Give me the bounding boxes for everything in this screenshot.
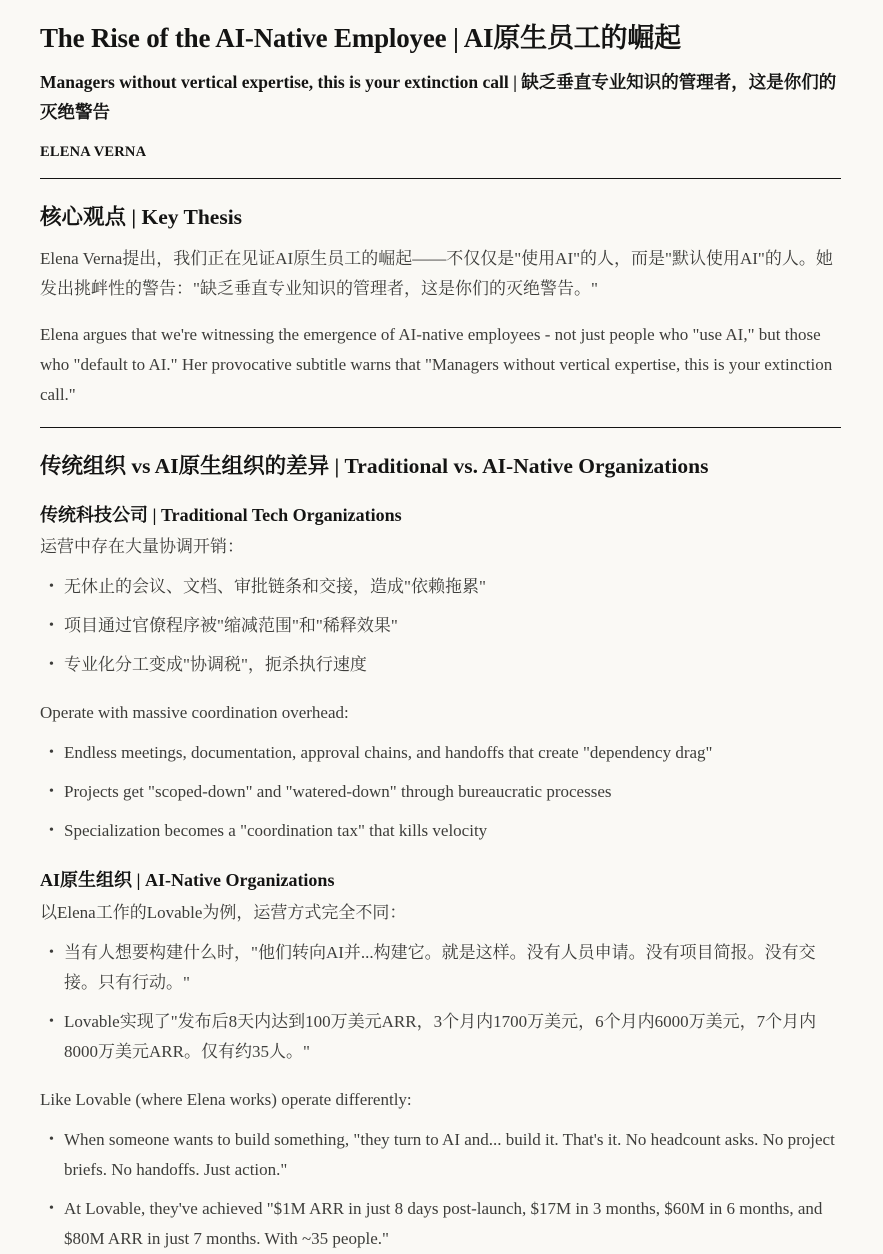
page-title: The Rise of the AI-Native Employee | AI原生员工的崛起 <box>40 23 681 53</box>
list-item: • Lovable实现了"发布后8天内达到100万美元ARR，3个月内1700万美元，6个月内6000万美元，7个月内8000万美元ARR。仅有约35人。" <box>40 1007 841 1067</box>
section-heading-comparison: 传统组织 vs AI原生组织的差异 | Traditional vs. AI-Native Organizations <box>40 454 709 479</box>
list-item: • Endless meetings, documentation, approval chains, and handoffs that create "dependency drag" <box>40 738 841 768</box>
section-divider <box>40 427 841 428</box>
list-item: • Specialization becomes a "coordination tax" that kills velocity <box>40 816 841 846</box>
list-item: • 无休止的会议、文档、审批链条和交接，造成"依赖拖累" <box>40 572 841 602</box>
subsection-heading-traditional: 传统科技公司 | Traditional Tech Organizations <box>40 505 402 526</box>
list-item: • 项目通过官僚程序被"缩减范围"和"稀释效果" <box>40 611 841 641</box>
key-thesis-paragraph-en: Elena argues that we're witnessing the emergence of AI-native employees - not just people who "use AI," but those who "default to AI." Her provocative subtitle warns that "Managers without vertical expertise, this is your extinction call." <box>40 325 833 405</box>
key-thesis-paragraph-zh: Elena Verna提出，我们正在见证AI原生员工的崛起——不仅仅是"使用AI"的人，而是"默认使用AI"的人。她发出挑衅性的警告："缺乏垂直专业知识的管理者，这是你们的灭绝警告。" <box>40 249 833 299</box>
list-item: • Projects get "scoped-down" and "watered-down" through bureaucratic processes <box>40 777 841 807</box>
list-item: • 专业化分工变成"协调税"，扼杀执行速度 <box>40 650 841 680</box>
ai-native-bullet-list-en <box>40 1125 841 1254</box>
ai-native-intro-en: Like Lovable (where Elena works) operate differently: <box>40 1089 412 1109</box>
traditional-bullet-list-en <box>40 738 841 846</box>
traditional-intro-zh: 运营中存在大量协调开销： <box>40 537 244 557</box>
list-item: • At Lovable, they've achieved "$1M ARR in just 8 days post-launch, $17M in 3 months, $60M in 6 months, and $80M ARR in just 7 months. With ~35 people." <box>40 1194 841 1254</box>
section-divider <box>40 178 841 179</box>
section-heading-key-thesis: 核心观点 | Key Thesis <box>40 204 243 229</box>
list-item: • 当有人想要构建什么时，"他们转向AI并...构建它。就是这样。没有人员申请。没有项目简报。没有交接。只有行动。" <box>40 938 841 998</box>
traditional-bullet-list-zh <box>40 572 841 680</box>
author-byline: ELENA VERNA <box>40 143 147 160</box>
list-item: • When someone wants to build something, "they turn to AI and... build it. That's it. No headcount asks. No project briefs. No handoffs. Just action." <box>40 1125 841 1185</box>
traditional-intro-en: Operate with massive coordination overhead: <box>40 703 349 723</box>
ai-native-intro-zh: 以Elena工作的Lovable为例，运营方式完全不同： <box>40 902 407 922</box>
page-subtitle: Managers without vertical expertise, this is your extinction call | 缺乏垂直专业知识的管理者，这是你们的灭绝警告 <box>40 72 837 123</box>
ai-native-bullet-list-zh <box>40 938 841 1067</box>
subsection-heading-ai-native: AI原生组织 | AI-Native Organizations <box>40 870 335 891</box>
